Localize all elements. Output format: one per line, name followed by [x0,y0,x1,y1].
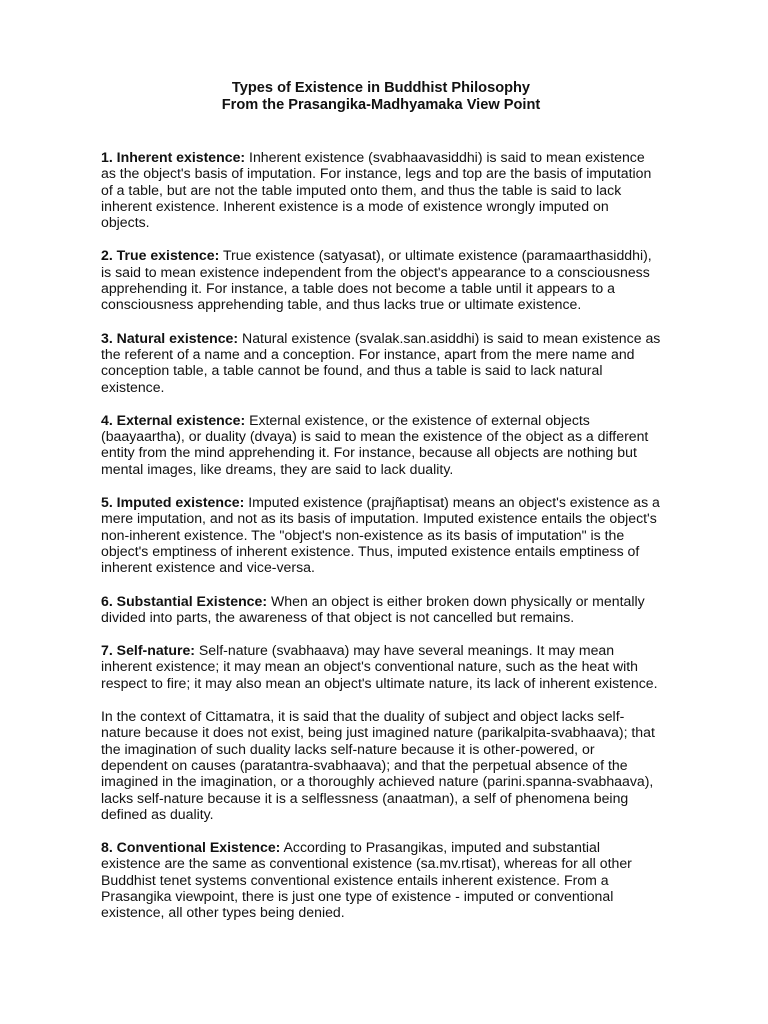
section-self-nature [101,642,661,691]
section-body: External existence, or the existence of external objects (baayaartha), or duality (dvaya) is said to mean the existence of the object as a different entity from the mind apprehending it. For instance, because all objects are nothing but mental images, like dreams, they are said to lack duality. [101,411,649,477]
section-natural-existence [101,330,661,395]
title-line-1: Types of Existence in Buddhist Philosophy [231,80,531,96]
section-body: Natural existence (svalak.san.asiddhi) is said to mean existence as the referent of a name and a conception. For instance, apart from the mere name and conception table, a table cannot be found, and thus a table is said to lack natural existence. [101,329,661,395]
section-imputed-existence [101,494,661,575]
section-true-existence [101,247,661,312]
section-body: Imputed existence (prajñaptisat) means an object's existence as a mere imputation, and not as its basis of imputation. Imputed existence entails the object's non-inherent existence. The "object's non-existence as its basis of imputation" is the object's emptiness of inherent existence. Thus, imputed existence entails emptiness of inherent existence and vice-versa. [101,494,660,576]
section-heading: 5. Imputed existence: [101,494,245,511]
section-inherent-existence [101,149,661,230]
section-conventional-existence [101,839,661,920]
section-heading: 8. Conventional Existence: [101,839,281,856]
document-title [101,80,661,114]
section-heading: 7. Self-nature: [101,642,195,659]
section-body: According to Prasangikas, imputed and substantial existence are the same as conventional existence (sa.mv.rtisat), whereas for all other Buddhist tenet systems conventional existence entails inherent existence. From a Prasangika viewpoint, there is just one type of existence - imputed or conventional existence, all other types being denied. [101,839,632,921]
section-heading: 1. Inherent existence: [101,149,246,165]
section-heading: 6. Substantial Existence: [101,592,268,609]
section-heading: 2. True existence: [101,247,220,264]
section-heading: 4. External existence: [101,411,246,428]
section-body: In the context of Cittamatra, it is said that the duality of subject and object lacks self-nature because it does not exist, being just imagined nature (parikalpita-svabhaava); that the imagination of such duality lacks self-nature because it is other-powered, or dependent on causes (paratantra-svabhaava); and that the perpetual absence of the imagined in the imagination, or a thoroughly achieved nature (parini.spanna-svabhaava), lacks self-nature because it is a selflessness (anaatman), a self of phenomena being defined as duality. [101,708,655,822]
section-body: Self-nature (svabhaava) may have several meanings. It may mean inherent existence; it may mean an object's conventional nature, such as the heat with respect to fire; it may also mean an object's ultimate nature, its lack of inherent existence. [101,642,658,691]
section-body: Inherent existence (svabhaavasiddhi) is said to mean existence as the object's basis of imputation. For instance, legs and top are the basis of imputation of a table, but are not the table imputed onto them, and thus the table is said to lack inherent existence. Inherent existence is a mode of existence wrongly imputed on objects. [101,149,652,231]
section-substantial-existence [101,593,661,626]
section-body: True existence (satyasat), or ultimate existence (paramaarthasiddhi), is said to mean existence independent from the object's appearance to a consciousness apprehending it. For instance, a table does not become a table until it appears to a consciousness apprehending table, and thus lacks true or ultimate existence. [101,247,652,313]
section-body: When an object is either broken down physically or mentally divided into parts, the awareness of that object is not cancelled but remains. [101,592,645,625]
section-external-existence [101,412,661,477]
title-line-2: From the Prasangika-Madhyamaka View Point [221,97,541,113]
document-page [101,80,661,938]
section-heading: 3. Natural existence: [101,329,239,346]
section-cittamatra-context [101,708,661,822]
